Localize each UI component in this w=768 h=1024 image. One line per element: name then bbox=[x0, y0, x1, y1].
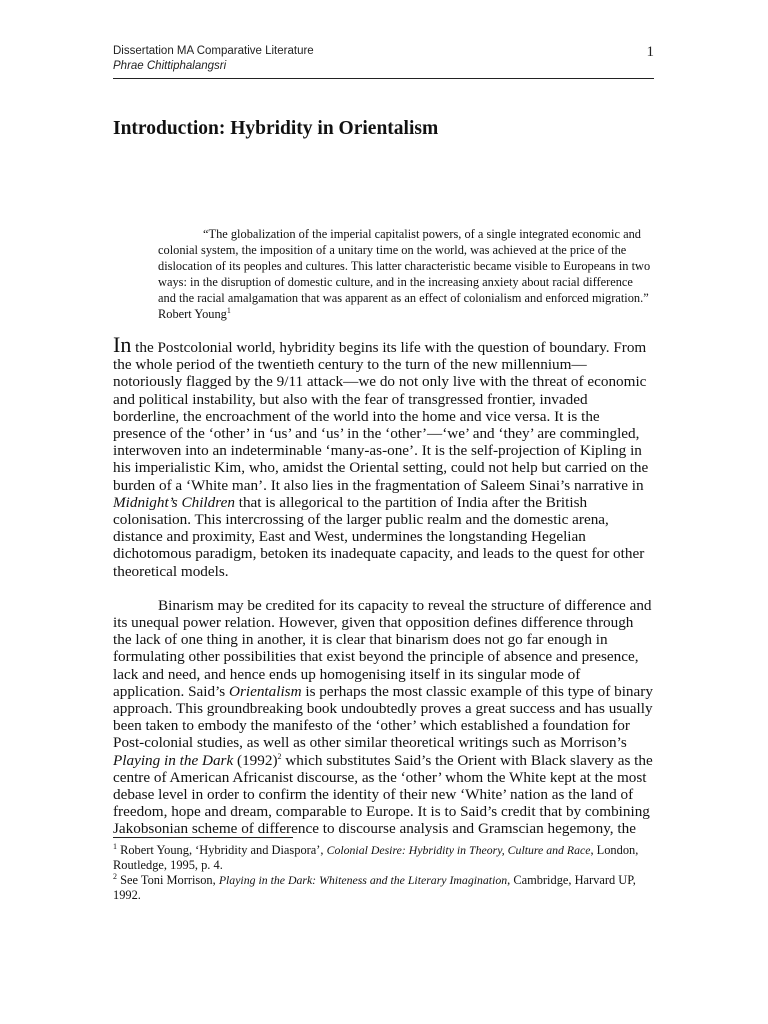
page-number: 1 bbox=[646, 44, 654, 60]
footnote-2-publisher: , Cambridge, Harvard UP, 1992. bbox=[113, 873, 636, 902]
footnote-1-text: Robert Young, ‘Hybridity and Diaspora’, bbox=[117, 843, 327, 857]
paragraph-2-text: Binarism may be credited for its capacity to reveal the structure of difference and its unequal power relation. However, given that opposition defines difference through the lack of one thing in another, it is clear that binarism does not go far enough in formulating other possibilities that exist beyond the principle of absence and presence, lack and need, and hence ends up homogenising itself in its singular mode of application. Said’s bbox=[113, 596, 652, 700]
book-title-midnights-children: Midnight’s Children bbox=[113, 493, 235, 511]
paragraph-2-text-end: which substitutes Said’s the Orient with Black slavery as the centre of American Africanist discourse, as the ‘other’ whom the White kept at the most debase level in order to confirm the identity of their new ‘White’ nation as the land of freedom, hope and dream, comparable to Europe. It is to Said’s credit that by combining Jakobsonian scheme of difference to discourse analysis and Gramscian hegemony, the bbox=[113, 751, 653, 838]
header-course: Dissertation MA Comparative Literature bbox=[113, 45, 314, 57]
epigraph-text: “The globalization of the imperial capitalist powers, of a single integrated economic and colonial system, the imposition of a unitary time on the world, was achieved at the price of the dislocation of its peoples and cultures. This latter characteristic became visible to Europeans in two ways: in the disruption of domestic culture, and in the increasing anxiety about racial difference and the racial amalgamation that was apparent as an effect of colonialism and enforced migration.” Robert Young bbox=[158, 227, 651, 321]
footnote-1-number: 1 bbox=[113, 841, 117, 851]
header-divider bbox=[113, 78, 654, 79]
book-title-playing-in-the-dark: Playing in the Dark bbox=[113, 751, 234, 769]
footnote-1-title: Colonial Desire: Hybridity in Theory, Culture and Race bbox=[326, 843, 591, 857]
book-title-orientalism: Orientalism bbox=[229, 682, 302, 700]
paragraph-1-text: the Postcolonial world, hybridity begins its life with the question of boundary. From the whole period of the twentieth century to the turn of the new millennium—notoriously flagged by the 9/11 attack—we do not only live with the threat of economic and political instability, but also with the fear of transgressed frontier, invaded borderline, the encroachment of the world into the home and vice versa. It is the presence of the ‘other’ in ‘us’ and ‘us’ in the ‘other’—‘we’ and ‘they’ are commingled, interwoven into an indeterminable ‘many-as-one’. It is the self-projection of Kipling in his imperialistic Kim, who, amidst the Oriental setting, could not help but carried on the burden of a ‘White man’. It also lies in the fragmentation of Saleem Sinai’s narrative in bbox=[113, 339, 649, 494]
footnote-2-text: See Toni Morrison, bbox=[117, 873, 219, 887]
body-text bbox=[113, 332, 654, 838]
footnotes bbox=[113, 843, 654, 903]
footnote-2-number: 2 bbox=[113, 871, 117, 881]
chapter-title: Introduction: Hybridity in Orientalism bbox=[113, 118, 439, 139]
epigraph-quote bbox=[158, 226, 652, 322]
footnote-2-title: Playing in the Dark: Whiteness and the Literary Imagination bbox=[218, 873, 508, 887]
paragraph-2 bbox=[113, 597, 654, 838]
footnote-ref-1: 1 bbox=[226, 305, 231, 315]
footnote-1 bbox=[113, 843, 654, 873]
header-author: Phrae Chittiphalangsri bbox=[113, 60, 227, 72]
footnote-1-publisher: , London, Routledge, 1995, p. 4. bbox=[113, 843, 639, 872]
footnote-2 bbox=[113, 873, 654, 903]
paragraph-1 bbox=[113, 332, 654, 580]
paragraph-1-text-end: that is allegorical to the partition of India after the British colonisation. This intercrossing of the larger public realm and the domestic arena, distance and proximity, East and West, undermines the longstanding Hegelian dichotomous paradigm, betoken its inadequate capacity, and leads to the quest for other theoretical models. bbox=[113, 493, 645, 580]
running-header bbox=[113, 44, 654, 74]
paragraph-2-year: (1992) bbox=[233, 751, 278, 769]
paragraph-2-text-mid: is perhaps the most classic example of this type of binary approach. This groundbreaking book undoubtedly proves a great success and has usually been taken to embody the manifesto of the ‘other’ which established a foundation for Post-colonial studies, as well as other similar theoretical writings such as Morrison’s bbox=[113, 682, 653, 752]
footnote-divider bbox=[113, 837, 293, 838]
footnote-ref-2: 2 bbox=[277, 751, 282, 761]
drop-cap: In bbox=[113, 332, 132, 357]
